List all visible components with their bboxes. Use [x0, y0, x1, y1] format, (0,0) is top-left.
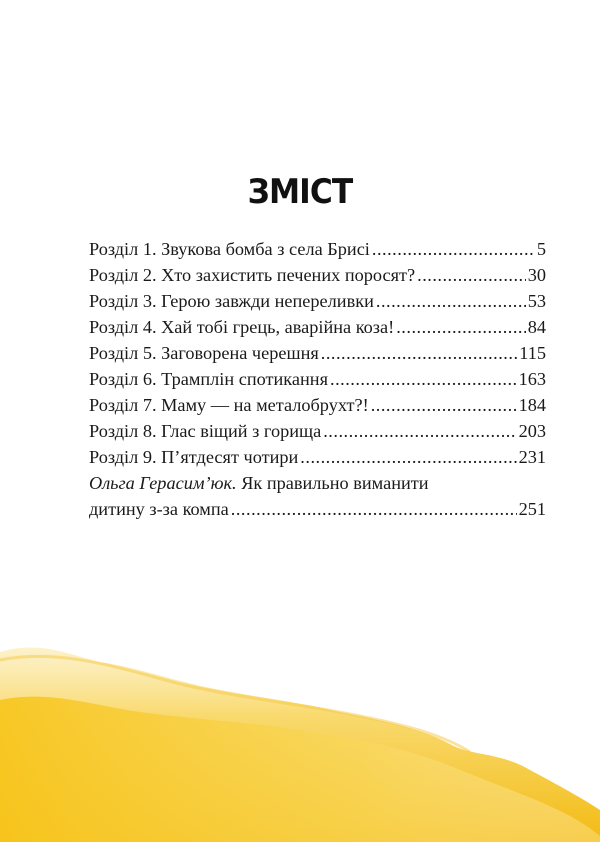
- afterword-entry-line2: [89, 496, 546, 522]
- toc-entry-label: Розділ 3. Герою завжди непереливки: [89, 291, 374, 311]
- afterword-entry-line1: [89, 470, 546, 496]
- toc-entry: [89, 418, 546, 444]
- dot-leader: [376, 288, 526, 314]
- toc-entry: [89, 314, 546, 340]
- toc-entry-label: Розділ 1. Звукова бомба з села Брисі: [89, 239, 370, 259]
- toc-entry: [89, 262, 546, 288]
- toc-entry-label: Розділ 2. Хто захистить печених поросят?: [89, 265, 416, 285]
- dot-leader: [231, 496, 517, 522]
- toc-entry: [89, 288, 546, 314]
- toc-entry-page: 203: [518, 421, 546, 441]
- afterword-page: 251: [518, 499, 546, 519]
- toc-entry-label: Розділ 4. Хай тобі грець, аварійна коза!: [89, 317, 395, 337]
- dot-leader: [396, 314, 525, 340]
- dot-leader: [300, 444, 516, 470]
- table-of-contents: [89, 236, 546, 522]
- toc-entry-page: 184: [518, 395, 546, 415]
- toc-entry-page: 5: [536, 239, 546, 259]
- toc-entry: [89, 366, 546, 392]
- toc-entry: [89, 236, 546, 262]
- toc-entry-page: 53: [527, 291, 546, 311]
- toc-entry: [89, 340, 546, 366]
- dot-leader: [371, 392, 517, 418]
- toc-entry-page: 163: [518, 369, 546, 389]
- toc-entry-label: Розділ 9. П’ятдесят чотири: [89, 447, 299, 467]
- page-title: ЗМІСТ: [247, 172, 353, 212]
- dot-leader: [323, 418, 516, 444]
- afterword-author: Ольга Герасим’юк.: [89, 473, 237, 493]
- toc-entry-label: Розділ 5. Заговорена черешня: [89, 343, 319, 363]
- afterword-title-line1: Як правильно виманити: [241, 473, 429, 493]
- toc-entry-page: 84: [527, 317, 546, 337]
- toc-entry-page: 30: [527, 265, 546, 285]
- afterword-title-line2: дитину з-за компа: [89, 499, 229, 519]
- dot-leader: [321, 340, 517, 366]
- toc-entry: [89, 392, 546, 418]
- toc-entry-label: Розділ 7. Маму — на металобрухт?!: [89, 395, 369, 415]
- toc-entry-label: Розділ 8. Глас віщий з горища: [89, 421, 322, 441]
- dot-leader: [330, 366, 517, 392]
- dot-leader: [372, 236, 535, 262]
- dot-leader: [417, 262, 526, 288]
- toc-entry: [89, 444, 546, 470]
- toc-entry-page: 231: [518, 447, 546, 467]
- toc-entry-page: 115: [519, 343, 546, 363]
- toc-entry-label: Розділ 6. Трамплін спотикання: [89, 369, 328, 389]
